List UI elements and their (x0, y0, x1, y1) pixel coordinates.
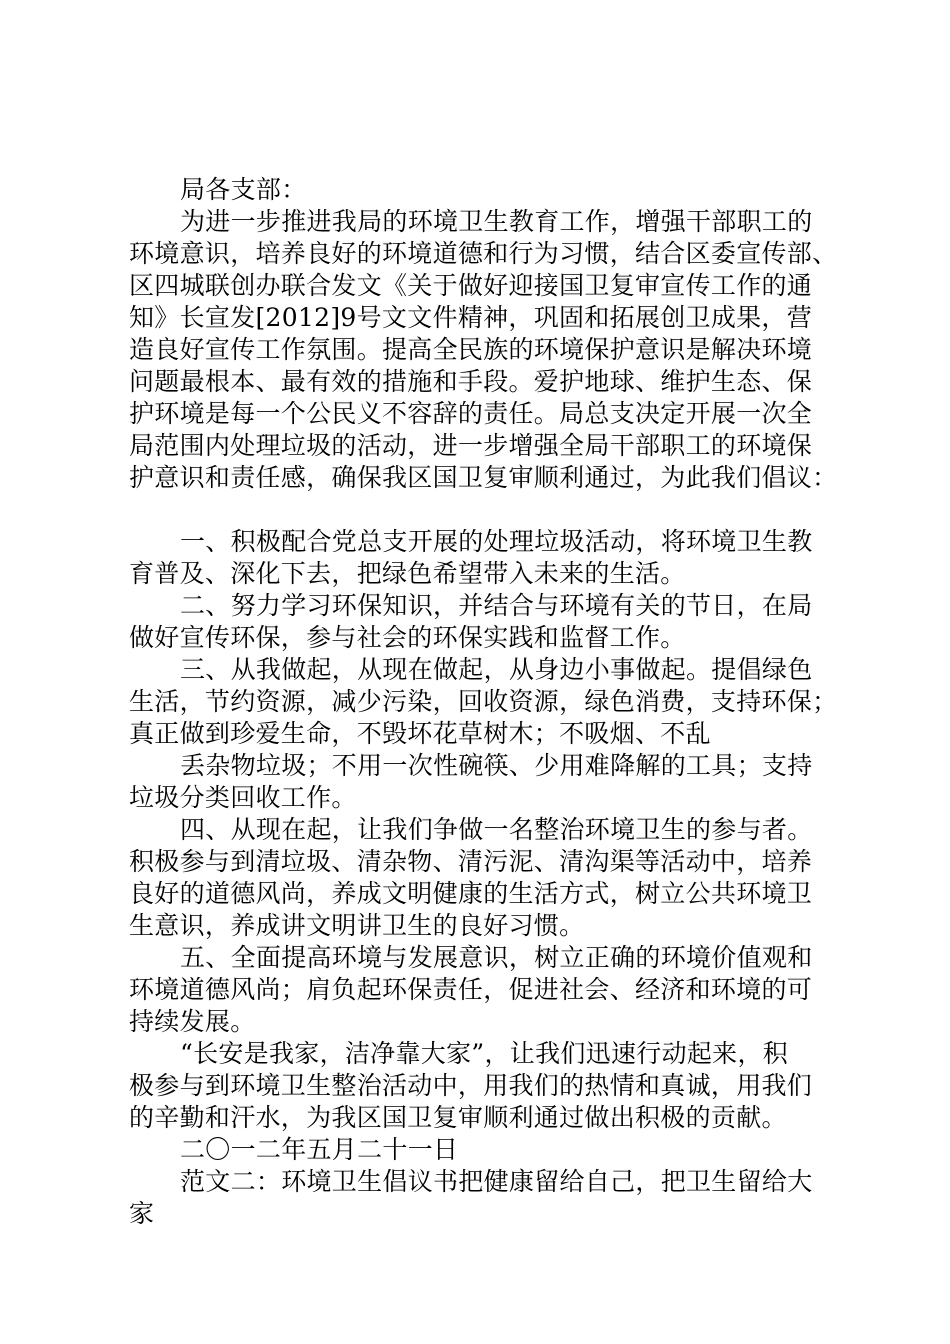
item-paragraph-2 (129, 590, 829, 654)
item-line: 积极参与到清垃圾、清杂物、清污泥、清沟渠等活动中，培养 (129, 847, 813, 876)
item-line: 四、从现在起，让我们争做一名整治环境卫生的参与者。 (180, 815, 813, 844)
item-line: 丢杂物垃圾；不用一次性碗筷、少用难降解的工具；支持 (180, 751, 813, 780)
salutation: 局各支部： (180, 175, 307, 204)
intro-line: 护意识和责任感，确保我区国卫复审顺利通过，为此我们倡议： (129, 463, 838, 492)
item-line: 二、努力学习环保知识，并结合与环境有关的节日，在局 (180, 591, 813, 620)
item-line: 真正做到珍爱生命，不毁坏花草树木；不吸烟、不乱 (129, 719, 711, 748)
item-line: 良好的道德风尚，养成文明健康的生活方式，树立公共环境卫 (129, 879, 813, 908)
item-paragraph-1 (129, 526, 829, 590)
intro-line: 环境意识，培养良好的环境道德和行为习惯，结合区委宣传部、 (129, 239, 838, 268)
item-line: 极参与到环境卫生整治活动中，用我们的热情和真诚，用我们 (129, 1071, 813, 1100)
intro-line: 区四城联创办联合发文《关于做好迎接国卫复审宣传工作的通 (129, 271, 813, 300)
document-date: 二〇一二年五月二十一日 (180, 1135, 459, 1164)
next-title-line: 范文二：环境卫生倡议书把健康留给自己，把卫生留给大 (180, 1167, 813, 1196)
item-line: 三、从我做起，从现在做起，从身边小事做起。提倡绿色 (180, 655, 813, 684)
item-line: 持续发展。 (129, 1007, 256, 1036)
intro-paragraph (129, 206, 838, 494)
next-title-line: 家 (129, 1199, 155, 1228)
item-line: 垃圾分类回收工作。 (129, 783, 357, 812)
intro-line: 问题最根本、最有效的措施和手段。爱护地球、维护生态、保 (129, 367, 813, 396)
item-line: 生意识，养成讲文明讲卫生的良好习惯。 (129, 911, 585, 940)
item-line: 育普及、深化下去，把绿色希望带入未来的生活。 (129, 559, 686, 588)
item-line: 环境道德风尚；肩负起环保责任，促进社会、经济和环境的可 (129, 975, 813, 1004)
closing-paragraph (129, 1038, 829, 1134)
intro-line: 知》长宣发[2012]9号文文件精神，巩固和拓展创卫成果，营 (129, 303, 813, 332)
item-line: “长安是我家，洁净靠大家”，让我们迅速行动起来，积 (180, 1039, 789, 1068)
document-body (129, 174, 838, 1230)
item-line: 一、积极配合党总支开展的处理垃圾活动，将环境卫生教 (180, 527, 813, 556)
paragraph-spacer (129, 494, 829, 526)
item-line: 生活，节约资源，减少污染，回收资源，绿色消费，支持环保； (129, 687, 838, 716)
item-paragraph-5 (129, 942, 829, 1038)
intro-line: 造良好宣传工作氛围。提高全民族的环境保护意识是解决环境 (129, 335, 813, 364)
intro-line: 护环境是每一个公民义不容辞的责任。局总支决定开展一次全 (129, 399, 813, 428)
item-paragraph-3-cont (129, 750, 829, 814)
next-section-title (129, 1166, 829, 1230)
item-paragraph-3 (129, 654, 838, 750)
item-line: 的辛勤和汗水，为我区国卫复审顺利通过做出积极的贡献。 (129, 1103, 787, 1132)
item-line: 做好宣传环保，参与社会的环保实践和监督工作。 (129, 623, 686, 652)
item-paragraph-4 (129, 814, 829, 942)
intro-line: 为进一步推进我局的环境卫生教育工作，增强干部职工的 (180, 207, 813, 236)
item-line: 五、全面提高环境与发展意识，树立正确的环境价值观和 (180, 943, 813, 972)
intro-line: 局范围内处理垃圾的活动，进一步增强全局干部职工的环境保 (129, 431, 813, 460)
